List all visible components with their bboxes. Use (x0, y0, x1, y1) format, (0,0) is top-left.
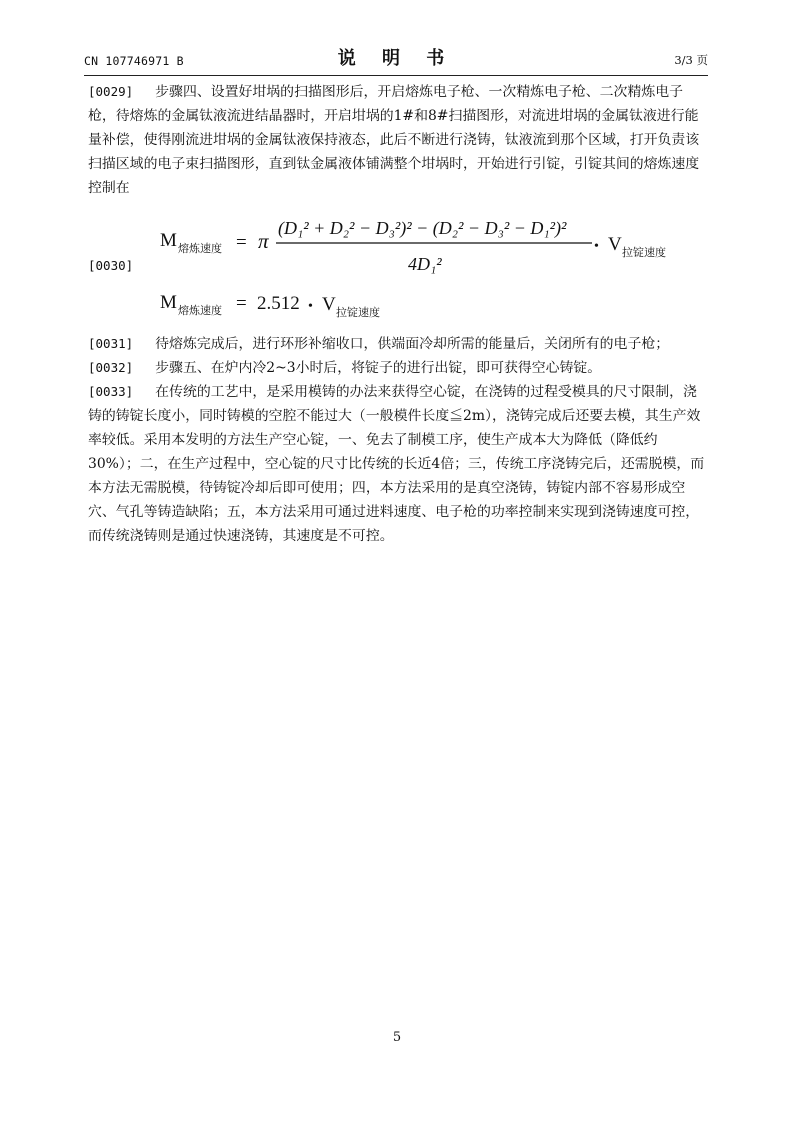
document-title: 说 明 书 (337, 48, 455, 69)
eq1-lhs-symbol: M (160, 230, 177, 251)
paragraph-0031 (88, 332, 708, 356)
eq1-denominator: 4D₁² (408, 254, 442, 274)
paragraph-text: 待熔炼完成后，进行环形补缩收口，供端面冷却所需的能量后，关闭所有的电子枪； (155, 336, 670, 352)
eq1-rhs-symbol: V (608, 234, 622, 255)
page-header (84, 44, 708, 72)
paragraph-number: [0031] (88, 336, 134, 351)
paragraph-0033 (88, 380, 708, 548)
eq1-pi: π (258, 229, 269, 253)
eq2-lhs-subscript: 熔炼速度 (178, 305, 222, 317)
eq1-equals: = (236, 232, 247, 253)
eq1-lhs-subscript: 熔炼速度 (178, 243, 222, 255)
eq1-multiply-dot: • (594, 239, 599, 254)
paragraph-text: 步骤五、在炉内冷2~3小时后，将锭子的进行出锭，即可获得空心铸锭。 (155, 360, 602, 376)
paragraph-number: [0029] (88, 84, 134, 99)
paragraph-number: [0030] (88, 258, 134, 273)
paragraph-number: [0032] (88, 360, 134, 375)
eq2-coefficient: 2.512 (257, 293, 300, 314)
eq1-numerator: (D₁² + D₂² − D₃²)² − (D₂² − D₃² − D₁²)² (278, 218, 567, 238)
page-number: 5 (392, 1030, 402, 1045)
document-body (88, 80, 708, 548)
eq2-multiply-dot: • (308, 299, 313, 314)
patent-number: CN 107746971 B (84, 54, 184, 68)
paragraph-0030 (88, 202, 708, 332)
header-rule (84, 75, 708, 76)
paragraph-0032 (88, 356, 708, 380)
eq2-rhs-symbol: V (322, 294, 336, 315)
eq2-lhs-symbol: M (160, 292, 177, 313)
melting-rate-simplified-formula (160, 282, 460, 326)
paragraph-number: [0033] (88, 384, 134, 399)
paragraph-text: 步骤四、设置好坩埚的扫描图形后，开启熔炼电子枪、一次精炼电子枪、二次精炼电子枪，待熔炼的金属钛液流进结晶器时，开启坩埚的1#和8#扫描图形，对流进坩埚的金属钛液进行能量补偿，使得刚流进坩埚的金属钛液保持液态，此后不断进行浇铸，钛液流到那个区域，打开负责该扫描区域的电子束扫描图形，直到钛金属液体铺满整个坩埚时，开始进行引锭，引锭其间的熔炼速度控制在 (88, 84, 700, 196)
melting-rate-formula (160, 202, 690, 290)
eq2-equals: = (236, 293, 247, 314)
eq1-rhs-subscript: 拉锭速度 (622, 247, 666, 259)
eq2-rhs-subscript: 拉锭速度 (336, 307, 380, 319)
paragraph-0029 (88, 80, 708, 200)
page-indicator: 3/3 页 (674, 53, 708, 67)
paragraph-text: 在传统的工艺中，是采用模铸的办法来获得空心锭，在浇铸的过程受模具的尺寸限制，浇铸的铸锭长度小，同时铸模的空腔不能过大（一般模件长度≦2m），浇铸完成后还要去模，其生产效率较低。采用本发明的方法生产空心锭，一、免去了制模工序，使生产成本大为降低（降低约30%）；二，在生产过程中，空心锭的尺寸比传统的长近4倍；三，传统工序浇铸完后，还需脱模，而本方法无需脱模，待铸锭冷却后即可使用；四，本方法采用的是真空浇铸，铸锭内部不容易形成空穴、气孔等铸造缺陷；五，本方法采用可通过进料速度、电子枪的功率控制来实现到浇铸速度可控，而传统浇铸则是通过快速浇铸，其速度是不可控。 (88, 384, 705, 544)
